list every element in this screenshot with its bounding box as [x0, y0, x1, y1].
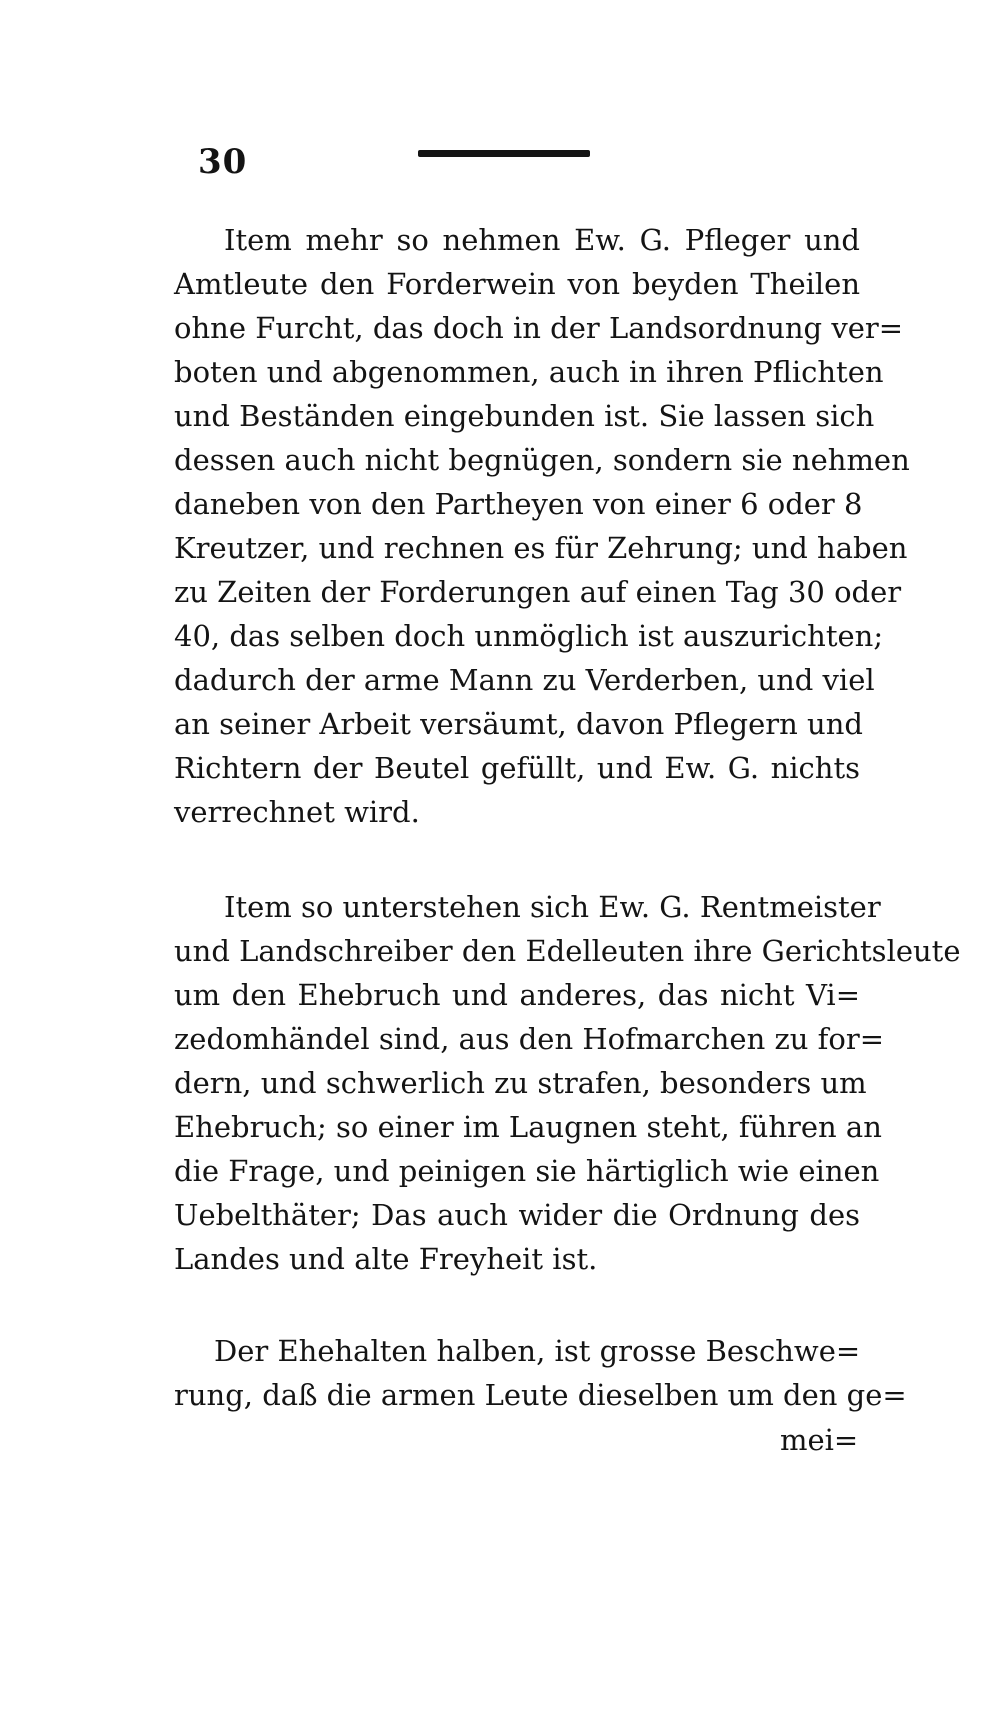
text-line: daneben von den Partheyen von einer 6 oder 8	[174, 487, 863, 521]
text-line: Item so unterstehen sich Ew. G. Rentmeister	[224, 890, 881, 924]
text-line: die Frage, und peinigen sie härtiglich wie einen	[174, 1154, 880, 1188]
text-line: Amtleute den Forderwein von beyden Theilen	[174, 267, 860, 301]
text-line: Kreutzer, und rechnen es für Zehrung; und haben	[174, 531, 908, 565]
text-line: dessen auch nicht begnügen, sondern sie nehmen	[174, 443, 910, 477]
text-line: an seiner Arbeit versäumt, davon Pflegern und	[174, 707, 863, 741]
page-number: 30	[198, 142, 248, 182]
text-line: verrechnet wird.	[174, 795, 420, 829]
text-line: zedomhändel sind, aus den Hofmarchen zu for=	[174, 1022, 884, 1056]
catchword: mei=	[780, 1423, 859, 1457]
text-line: ohne Furcht, das doch in der Landsordnung ver=	[174, 311, 904, 345]
text-line: boten und abgenommen, auch in ihren Pflichten	[174, 355, 884, 389]
text-line: dadurch der arme Mann zu Verderben, und viel	[174, 663, 875, 697]
text-line: Uebelthäter; Das auch wider die Ordnung des	[174, 1198, 860, 1232]
text-line: dern, und schwerlich zu strafen, besonders um	[174, 1066, 867, 1100]
paragraph-1	[174, 218, 910, 834]
text-line: Ehebruch; so einer im Laugnen steht, führen an	[174, 1110, 882, 1144]
header-rule	[418, 150, 590, 157]
text-line: und Landschreiber den Edelleuten ihre Gerichtsleute	[174, 934, 961, 968]
paragraph-3	[174, 1329, 907, 1417]
text-line: Der Ehehalten halben, ist grosse Beschwe=	[214, 1334, 861, 1368]
text-line: Richtern der Beutel gefüllt, und Ew. G. nichts	[174, 751, 860, 785]
text-line: rung, daß die armen Leute dieselben um den ge=	[174, 1378, 907, 1412]
paragraph-2	[174, 885, 961, 1281]
text-line: 40, das selben doch unmöglich ist auszurichten;	[174, 619, 884, 653]
text-line: zu Zeiten der Forderungen auf einen Tag 30 oder	[174, 575, 902, 609]
text-line: Landes und alte Freyheit ist.	[174, 1242, 598, 1276]
text-line: und Beständen eingebunden ist. Sie lassen sich	[174, 399, 875, 433]
text-line: Item mehr so nehmen Ew. G. Pfleger und	[224, 223, 860, 257]
text-line: um den Ehebruch und anderes, das nicht Vi=	[174, 978, 860, 1012]
